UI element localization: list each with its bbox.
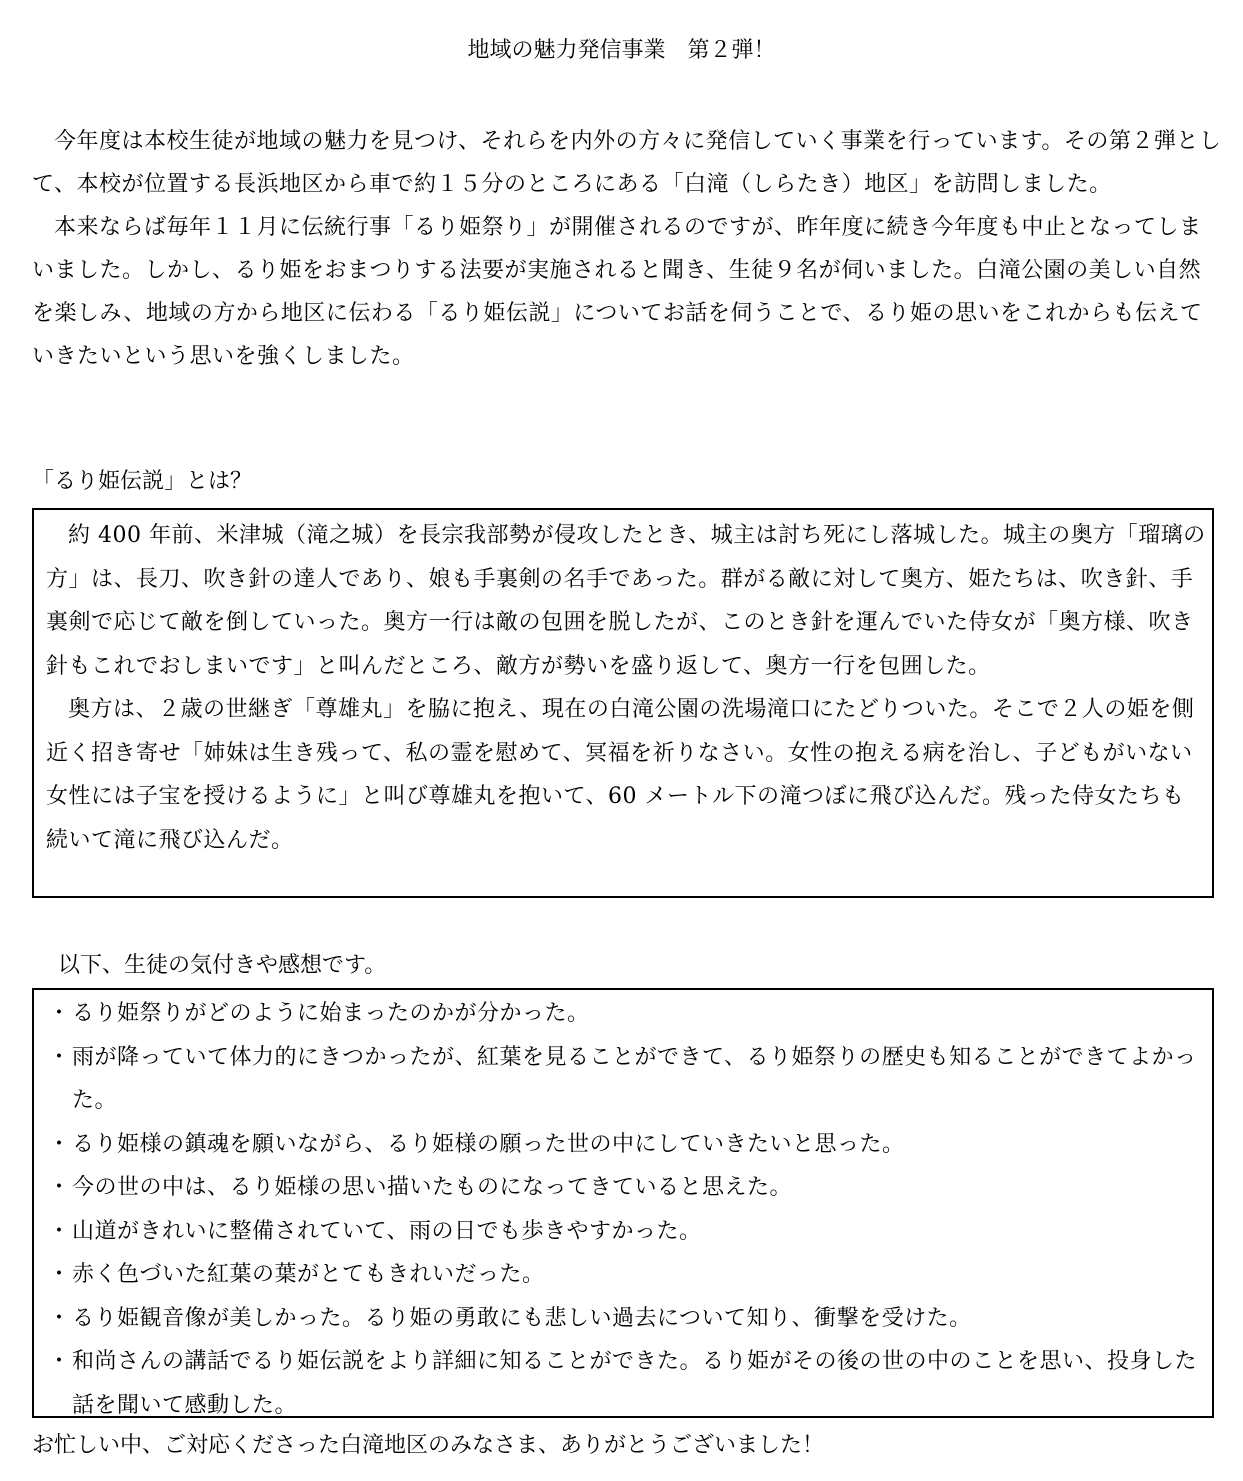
- intro-paragraph: 今年度は本校生徒が地域の魅力を見つけ、それらを内外の方々に発信していく事業を行っています。その第２弾として、本校が位置する長浜地区から車で約１５分のところにある「白滝（しらたき）地区」を訪問しました。: [32, 129, 1222, 197]
- list-item-text: るり姫様の鎮魂を願いながら、るり姫様の願った世の中にしていきたいと思った。: [72, 1131, 905, 1157]
- intro-section: [32, 120, 1222, 378]
- list-item: [46, 1123, 1206, 1167]
- list-item: [46, 992, 1206, 1036]
- list-item: [46, 1166, 1206, 1210]
- bullet-marker: ・: [48, 1305, 71, 1331]
- bullet-marker: ・: [48, 1218, 71, 1244]
- list-item: [46, 1036, 1206, 1123]
- bullet-marker: ・: [48, 1131, 71, 1157]
- list-item: [46, 1253, 1206, 1297]
- list-item-text: るり姫観音像が美しかった。るり姫の勇敢にも悲しい過去について知り、衝撃を受けた。: [72, 1305, 972, 1331]
- impressions-heading: 以下、生徒の気付きや感想です。: [58, 953, 387, 978]
- legend-box: [32, 508, 1214, 898]
- legend-paragraph: 奥方は、２歳の世継ぎ「尊雄丸」を脇に抱え、現在の白滝公園の洗場滝口にたどりついた。そこで２人の姫を側近く招き寄せ「姉妹は生き残って、私の霊を慰めて、冥福を祈りなさい。女性の抱える病を治し、子どもがいない女性には子宝を授けるように」と叫び尊雄丸を抱いて、60 メートル下の滝つぼに飛び込んだ。残った侍女たちも続いて滝に飛び込んだ。: [46, 697, 1195, 853]
- impressions-box: [32, 988, 1214, 1418]
- bullet-marker: ・: [48, 1044, 71, 1070]
- list-item-text: るり姫祭りがどのように始まったのかが分かった。: [72, 1001, 590, 1026]
- list-item: [46, 1210, 1206, 1254]
- list-item-text: 赤く色づいた紅葉の葉がとてもきれいだった。: [72, 1262, 545, 1287]
- bullet-marker: ・: [48, 1175, 71, 1200]
- list-item-text: 雨が降っていて体力的にきつかったが、紅葉を見ることができて、るり姫祭りの歴史も知ることができてよかった。: [72, 1044, 1197, 1113]
- list-item: [46, 1340, 1206, 1427]
- legend-heading: 「るり姫伝説」とは？: [32, 469, 253, 494]
- bullet-marker: ・: [48, 1262, 71, 1287]
- document-title: 地域の魅力発信事業 第２弾！: [467, 38, 776, 63]
- list-item-text: 和尚さんの講話でるり姫伝説をより詳細に知ることができた。るり姫がその後の世の中のことを思い、投身した話を聞いて感動した。: [72, 1349, 1198, 1418]
- intro-paragraph: 本来ならば毎年１１月に伝統行事「るり姫祭り」が開催されるのですが、昨年度に続き今年度も中止となってしまいました。しかし、るり姫をおまつりする法要が実施されると聞き、生徒９名が伺いました。白滝公園の美しい自然を楽しみ、地域の方から地区に伝わる「るり姫伝説」についてお話を伺うことで、るり姫の思いをこれからも伝えていきたいという思いを強くしました。: [32, 215, 1203, 369]
- impressions-list: [46, 992, 1206, 1427]
- bullet-marker: ・: [48, 1001, 71, 1026]
- legend-paragraph: 約 400 年前、米津城（滝之城）を長宗我部勢が侵攻したとき、城主は討ち死にし落城した。城主の奥方「瑠璃の方」は、長刀、吹き針の達人であり、娘も手裏剣の名手であった。群がる敵に対して奥方、姫たちは、吹き針、手裏剣で応じて敵を倒していった。奥方一行は敵の包囲を脱したが、このとき針を運んでいた侍女が「奥方様、吹き針もこれでおしまいです」と叫んだところ、敵方が勢いを盛り返して、奥方一行を包囲した。: [46, 523, 1206, 679]
- bullet-marker: ・: [48, 1349, 71, 1374]
- list-item-text: 今の世の中は、るり姫様の思い描いたものになってきていると思えた。: [72, 1175, 793, 1200]
- list-item: [46, 1297, 1206, 1341]
- list-item-text: 山道がきれいに整備されていて、雨の日でも歩きやすかった。: [72, 1218, 702, 1244]
- closing-message: お忙しい中、ご対応くださった白滝地区のみなさま、ありがとうございました！: [32, 1433, 825, 1458]
